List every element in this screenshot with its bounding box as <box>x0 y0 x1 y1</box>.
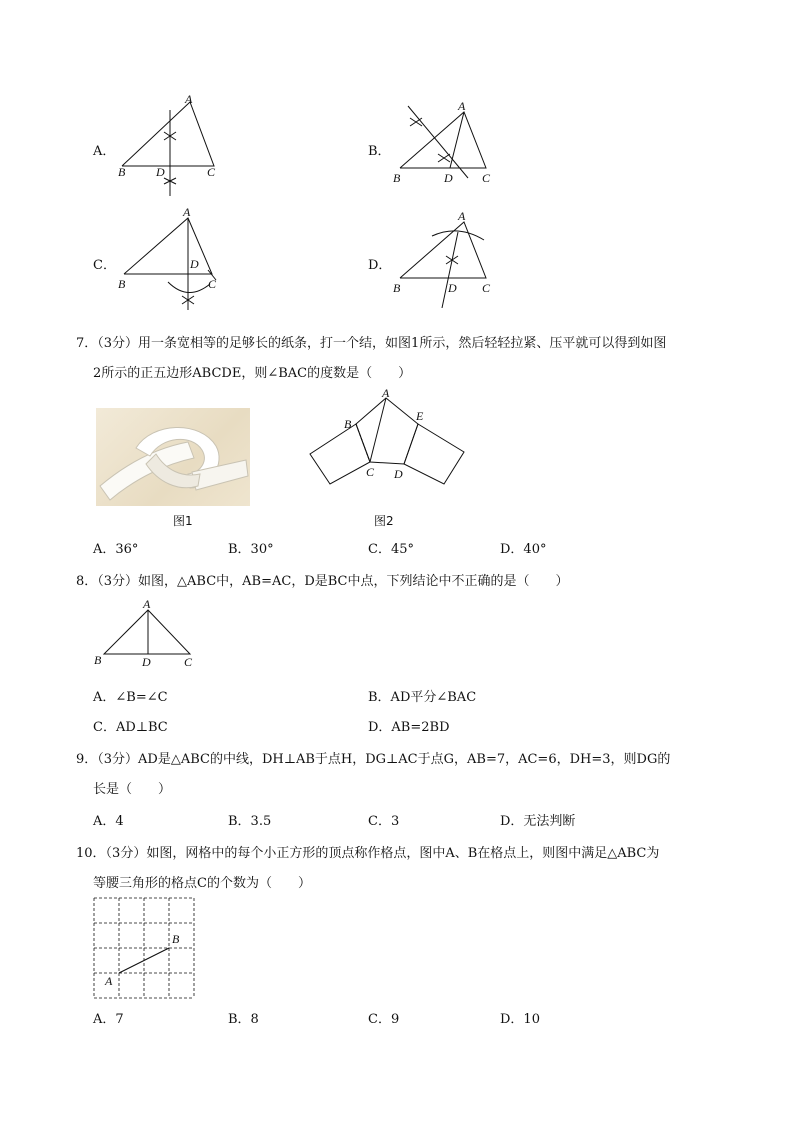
q10-label-b: B <box>172 932 180 946</box>
q7-figure1-caption: 图1 <box>173 514 193 528</box>
q9-option-b[interactable]: B．3.5 <box>228 814 272 829</box>
q6-figure-c <box>112 204 227 314</box>
q6c-label-b: B <box>118 277 126 291</box>
q8-option-d[interactable]: D．AB=2BD <box>368 720 450 735</box>
q10-option-d[interactable]: D．10 <box>500 1012 540 1027</box>
q6b-label-b: B <box>393 171 401 185</box>
q6-figure-b <box>388 98 498 188</box>
q7-figure2-pentagon <box>306 388 468 488</box>
q9-text-line2: 长是（ ） <box>93 782 172 797</box>
q8-option-a[interactable]: A．∠B=∠C <box>93 690 168 705</box>
q6-figure-d <box>388 208 498 308</box>
q6-option-d-letter[interactable]: D． <box>368 258 392 273</box>
q7-figure2-caption: 图2 <box>374 514 394 528</box>
q6a-label-d: D <box>156 165 165 179</box>
q6d-label-a: A <box>458 209 466 223</box>
q7-option-d[interactable]: D．40° <box>500 542 547 557</box>
q7-fig2-label-e: E <box>416 409 424 423</box>
q9-option-a[interactable]: A．4 <box>93 814 124 829</box>
q9-option-c[interactable]: C．3 <box>368 814 400 829</box>
q10-option-a[interactable]: A．7 <box>93 1012 124 1027</box>
q6a-label-b: B <box>118 165 126 179</box>
q8-label-d: D <box>142 655 151 669</box>
q7-option-c[interactable]: C．45° <box>368 542 414 557</box>
q8-label-c: C <box>184 655 193 669</box>
q7-figure1-knot-photo <box>96 408 250 506</box>
q10-label-a: A <box>105 974 113 988</box>
q8-figure-isosceles-triangle <box>92 596 202 671</box>
q6d-label-d: D <box>448 281 457 295</box>
q6b-label-c: C <box>482 171 491 185</box>
q10-figure-grid <box>92 896 196 1000</box>
q6a-label-a: A <box>185 92 193 106</box>
q6d-label-b: B <box>393 281 401 295</box>
q7-fig2-label-c: C <box>366 465 375 479</box>
q8-option-b[interactable]: B．AD平分∠BAC <box>368 690 477 705</box>
q9-text-line1: 9．（3分）AD是△ABC的中线，DH⊥AB于点H，DG⊥AC于点G，AB=7，AC=6，DH=3，则DG的 <box>76 752 671 767</box>
q6c-label-a: A <box>183 205 191 219</box>
q7-fig2-label-a: A <box>382 388 390 400</box>
q8-label-b: B <box>94 653 102 667</box>
q6-option-b-letter[interactable]: B． <box>368 144 391 159</box>
q9-option-d[interactable]: D．无法判断 <box>500 814 576 829</box>
q8-option-c[interactable]: C．AD⊥BC <box>93 720 168 735</box>
q10-text-line2: 等腰三角形的格点C的个数为（ ） <box>93 876 311 891</box>
q6b-label-a: A <box>458 99 466 113</box>
q7-option-b[interactable]: B．30° <box>228 542 274 557</box>
q6b-label-d: D <box>444 171 453 185</box>
q6c-label-c: C <box>208 277 217 291</box>
q6-option-a-letter[interactable]: A． <box>93 144 116 159</box>
q10-option-c[interactable]: C．9 <box>368 1012 400 1027</box>
q6-option-c-letter[interactable]: C． <box>93 258 116 273</box>
q6a-label-c: C <box>207 165 216 179</box>
q8-label-a: A <box>143 597 151 611</box>
q7-fig2-label-b: B <box>344 417 352 431</box>
q8-text-line1: 8．（3分）如图，△ABC中，AB=AC，D是BC中点，下列结论中不正确的是（ ） <box>76 574 569 589</box>
q7-fig2-label-d: D <box>394 467 403 481</box>
q7-text-line1: 7．（3分）用一条宽相等的足够长的纸条，打一个结，如图1所示，然后轻轻拉紧、压平就可以得到如图 <box>76 336 667 351</box>
q10-text-line1: 10．（3分）如图，网格中的每个小正方形的顶点称作格点，图中A、B在格点上，则图中满足△ABC为 <box>76 846 660 861</box>
q6d-label-c: C <box>482 281 491 295</box>
q6c-label-d: D <box>190 257 199 271</box>
q10-option-b[interactable]: B．8 <box>228 1012 259 1027</box>
q6-figure-a <box>112 92 227 202</box>
q7-text-line2: 2所示的正五边形ABCDE，则∠BAC的度数是（ ） <box>93 366 412 381</box>
q7-option-a[interactable]: A．36° <box>93 542 139 557</box>
